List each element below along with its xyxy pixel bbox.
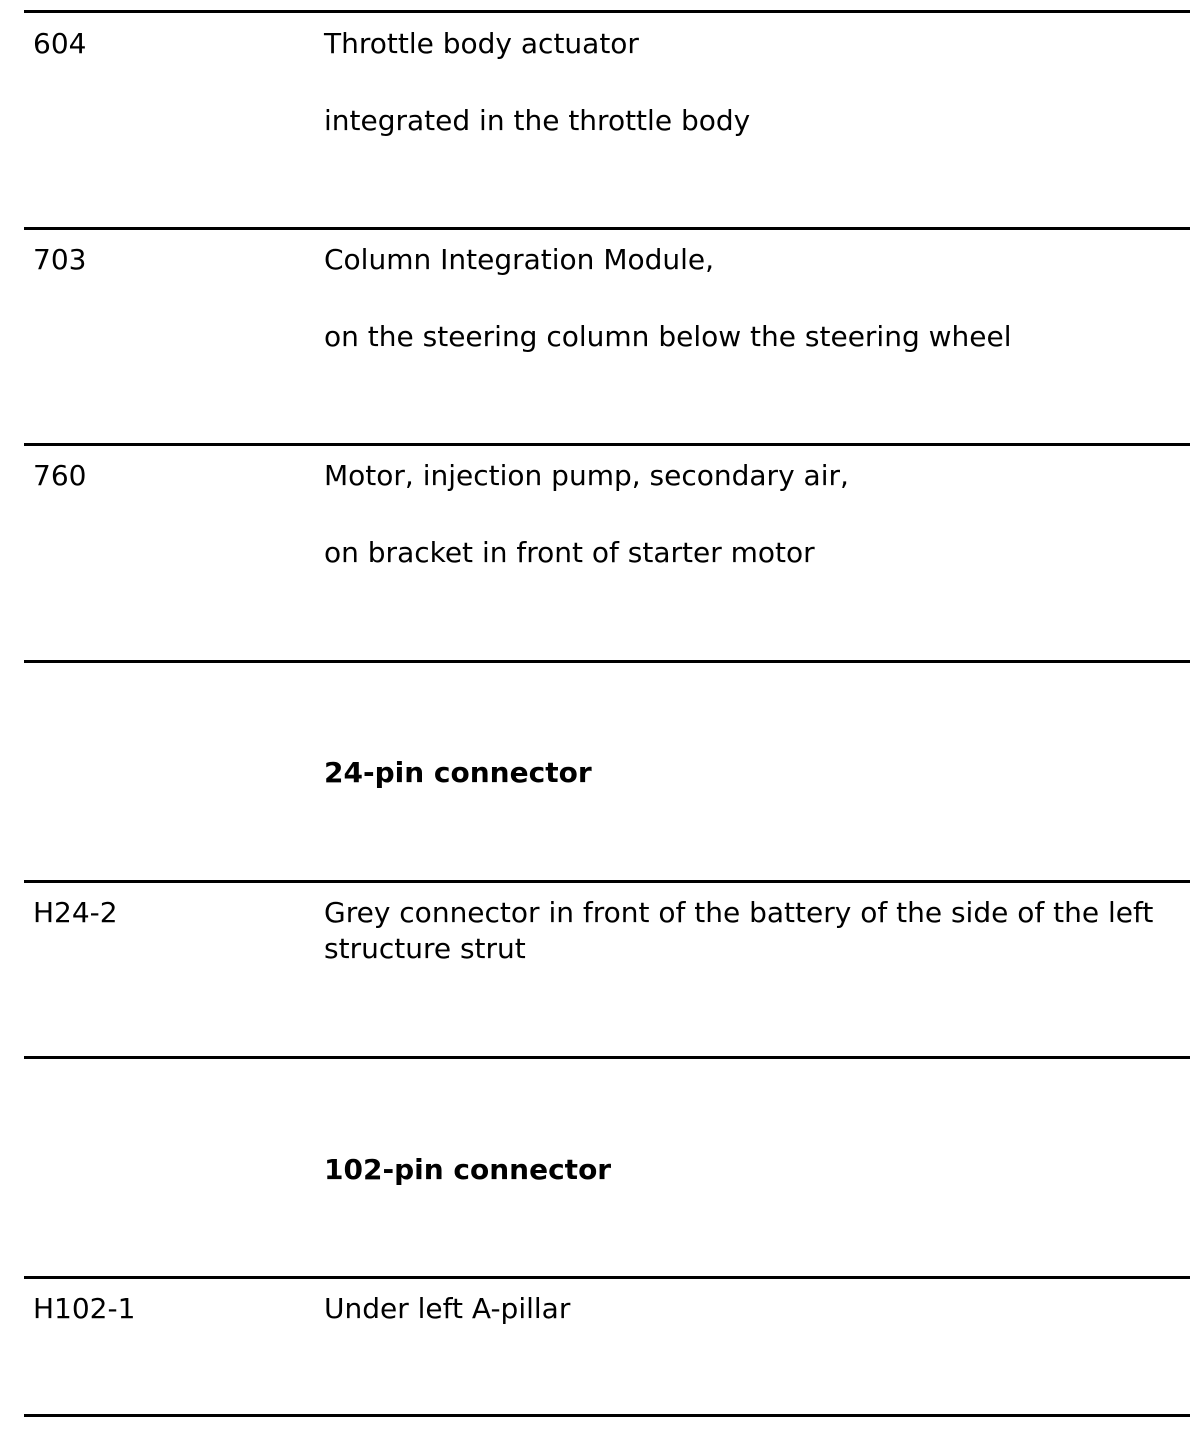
section-heading: 24-pin connector: [324, 756, 592, 789]
component-location: integrated in the throttle body: [324, 104, 751, 137]
divider: [24, 10, 1190, 13]
divider: [24, 1056, 1190, 1059]
connector-code: H102-1: [33, 1292, 136, 1325]
component-location: on bracket in front of starter motor: [324, 536, 815, 569]
divider: [24, 227, 1190, 230]
component-location: on the steering column below the steering wheel: [324, 320, 1012, 353]
component-name: Throttle body actuator: [324, 27, 639, 60]
divider: [24, 660, 1190, 663]
component-name: Motor, injection pump, secondary air,: [324, 459, 849, 492]
connector-code: H24-2: [33, 896, 118, 929]
divider: [24, 1414, 1190, 1417]
divider: [24, 1276, 1190, 1279]
component-name: Column Integration Module,: [324, 243, 715, 276]
connector-location: Under left A-pillar: [324, 1292, 571, 1325]
connector-location: Grey connector in front of the battery of the side of the left structure strut: [324, 896, 1154, 965]
section-heading: 102-pin connector: [324, 1153, 612, 1186]
divider: [24, 880, 1190, 883]
component-code: 703: [33, 243, 87, 276]
component-code: 604: [33, 27, 87, 60]
component-code: 760: [33, 459, 87, 492]
divider: [24, 443, 1190, 446]
